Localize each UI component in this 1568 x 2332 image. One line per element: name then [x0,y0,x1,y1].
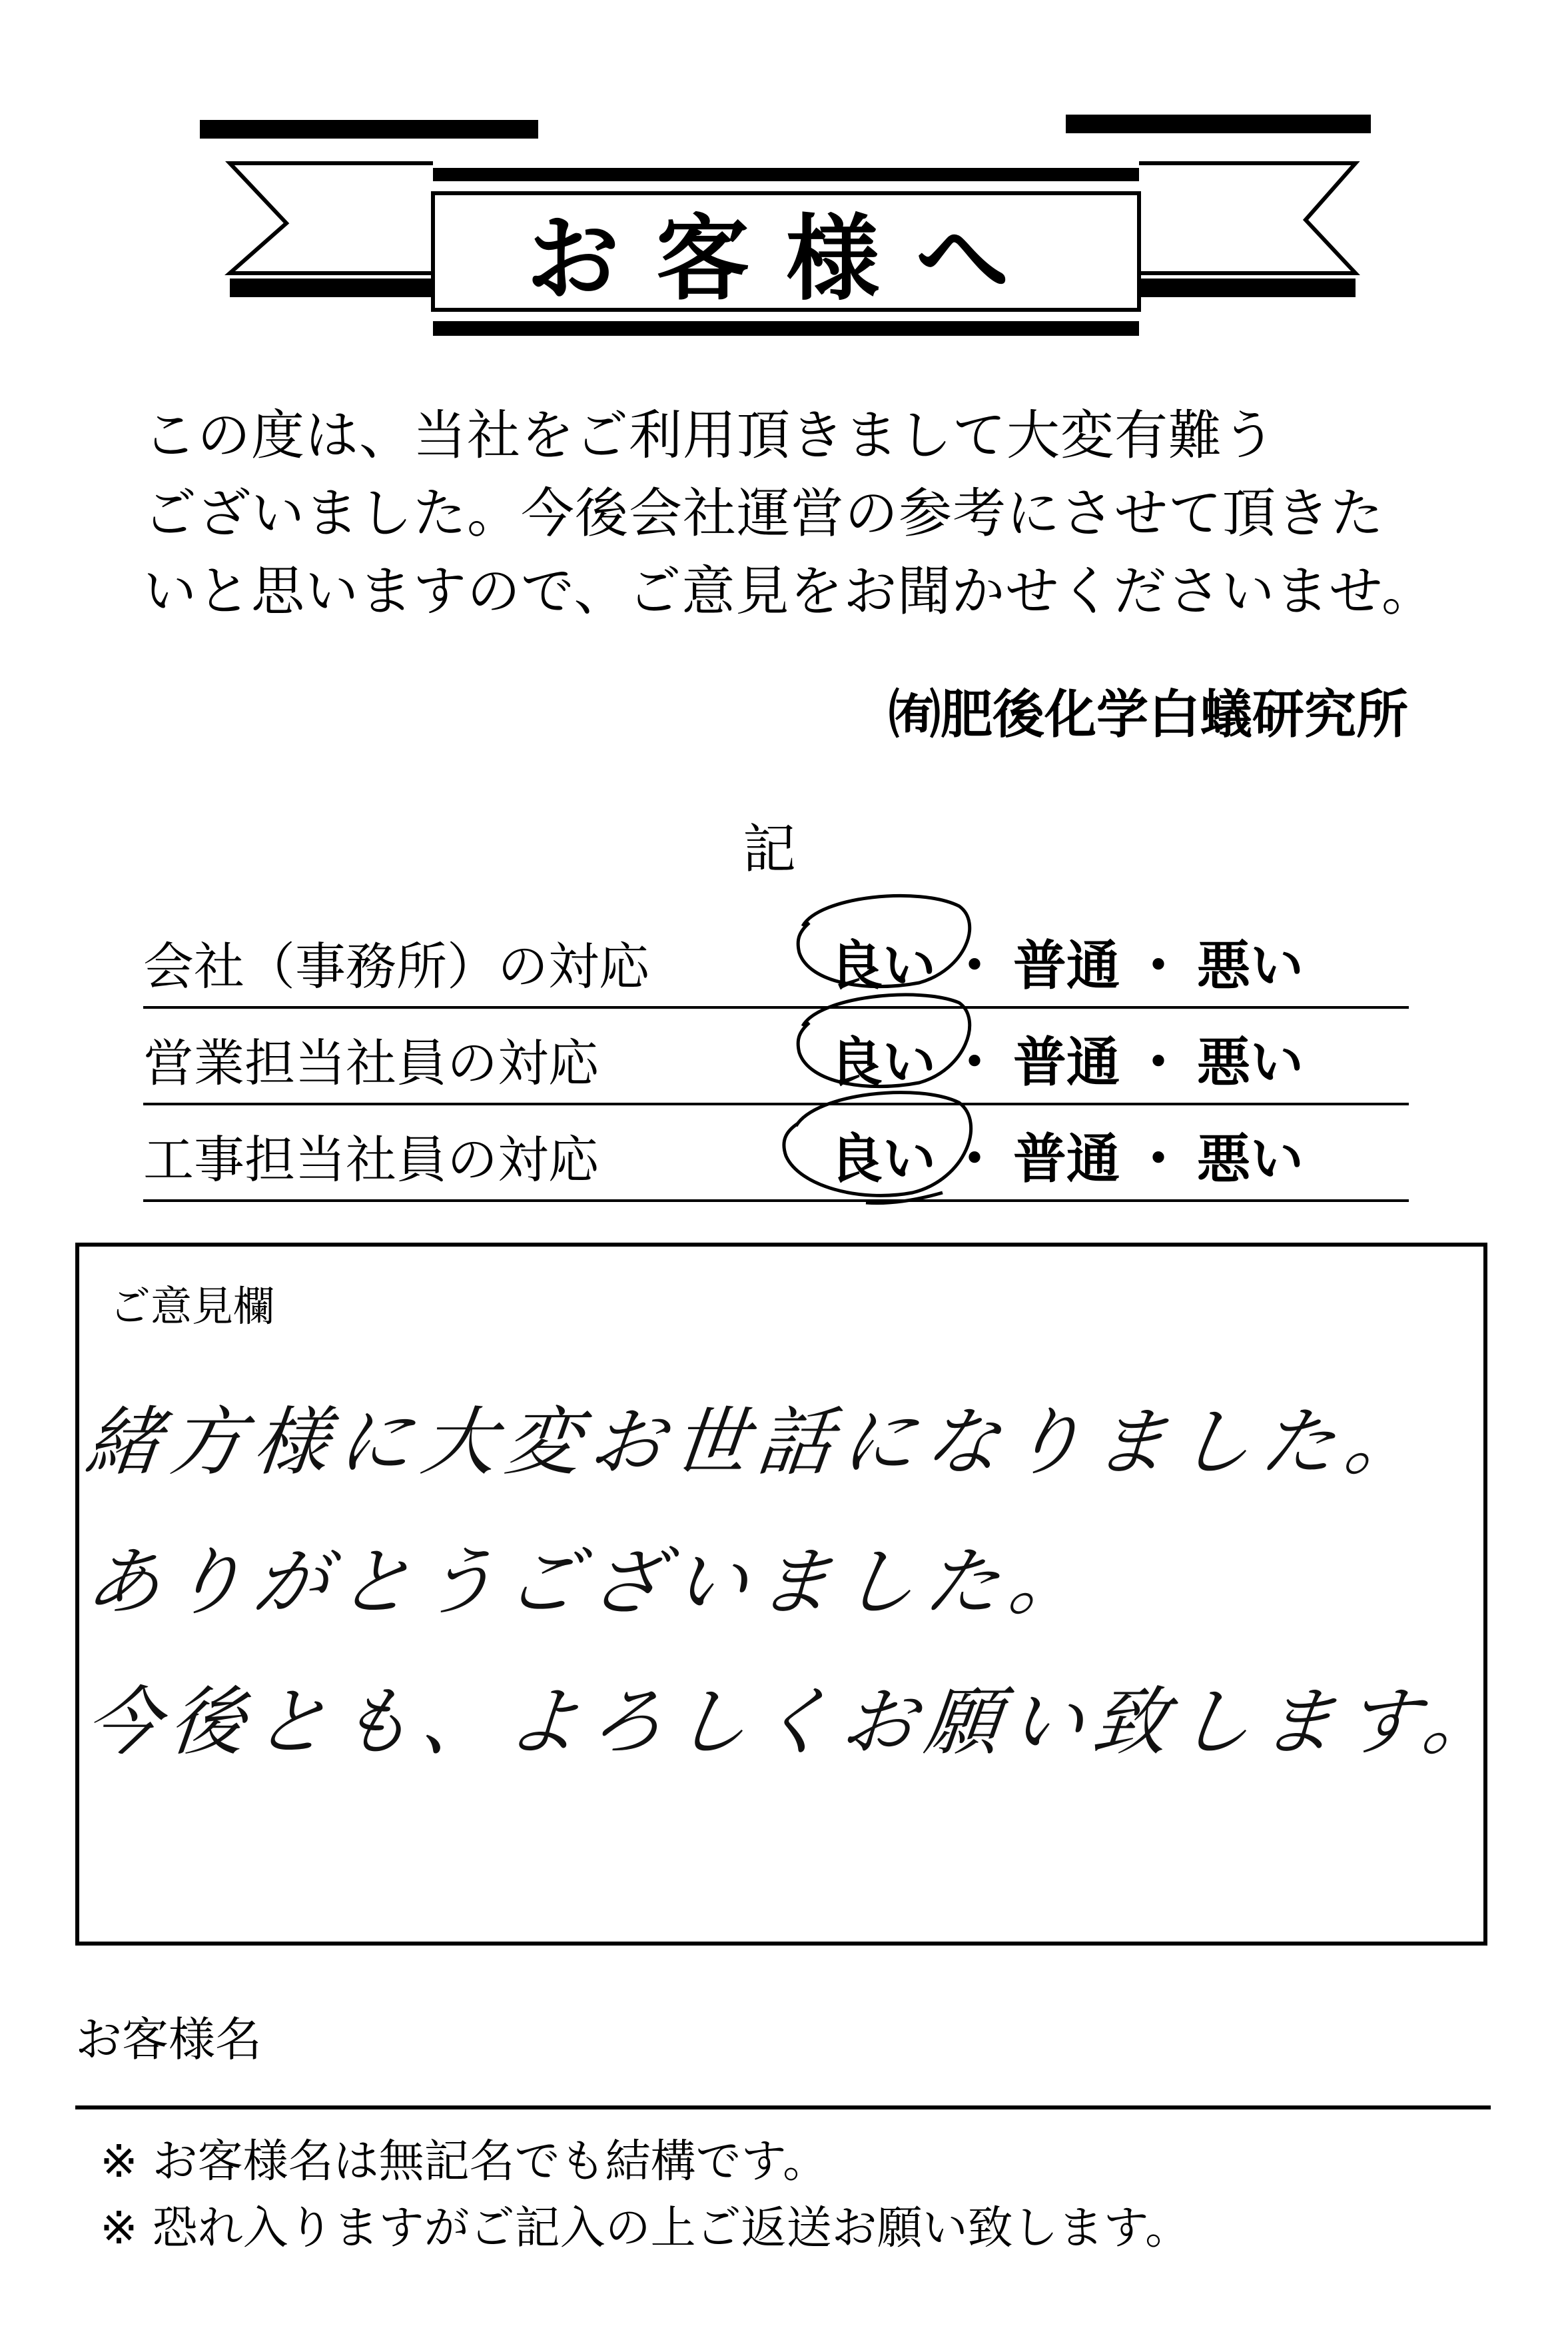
option-separator: ・ [948,1127,1001,1190]
option-good[interactable]: 良い [829,934,936,997]
note-anonymous: ※ お客様名は無記名でも結構です。 [100,2135,829,2188]
intro-line: ございました。今後会社運営の参考にさせて頂きた [143,482,1384,544]
intro-line: この度は、当社をご利用頂きまして大変有難う [143,404,1276,466]
option-separator: ・ [1132,1127,1185,1190]
handwritten-line: 今後とも、よろしくお願い致します。 [81,1679,1511,1766]
survey-row-construction [143,1103,1409,1202]
option-normal[interactable]: 普通 [1013,1031,1120,1093]
option-good[interactable]: 良い [829,1031,936,1093]
survey-row-company [143,909,1409,1009]
option-separator: ・ [1132,1031,1185,1093]
survey-row-sales [143,1006,1409,1105]
page-title: お客様へ [526,205,1046,314]
note-return: ※ 恐れ入りますがご記入の上ご返送お願い致します。 [100,2202,1191,2255]
handwritten-line: 緒方様に大変お世話になりました。 [81,1399,1433,1486]
ki-heading: 記 [743,818,796,880]
option-bad[interactable]: 悪い [1197,1127,1304,1190]
option-normal[interactable]: 普通 [1013,1127,1120,1190]
survey-options [829,923,1304,999]
opinion-title: ご意見欄 [109,1282,275,1331]
option-separator: ・ [948,934,1001,997]
company-name: ㈲肥後化学白蟻研究所 [888,685,1408,745]
intro-text [143,396,1442,630]
survey-row-label: 営業担当社員の対応 [143,1033,599,1093]
option-separator: ・ [948,1031,1001,1093]
option-bad[interactable]: 悪い [1197,1031,1304,1093]
survey-options [829,1019,1304,1096]
survey-row-label: 会社（事務所）の対応 [143,937,649,996]
customer-name-field[interactable] [75,2105,1491,2109]
option-separator: ・ [1132,934,1185,997]
customer-name-label: お客様名 [75,2012,262,2067]
option-good[interactable]: 良い [829,1127,936,1190]
intro-line: いと思いますので、ご意見をお聞かせくださいませ。 [143,560,1435,622]
option-bad[interactable]: 悪い [1197,934,1304,997]
option-normal[interactable]: 普通 [1013,934,1120,997]
survey-row-label: 工事担当社員の対応 [143,1130,599,1189]
survey-options [829,1116,1304,1193]
handwritten-line: ありがとうございました。 [81,1539,1098,1626]
